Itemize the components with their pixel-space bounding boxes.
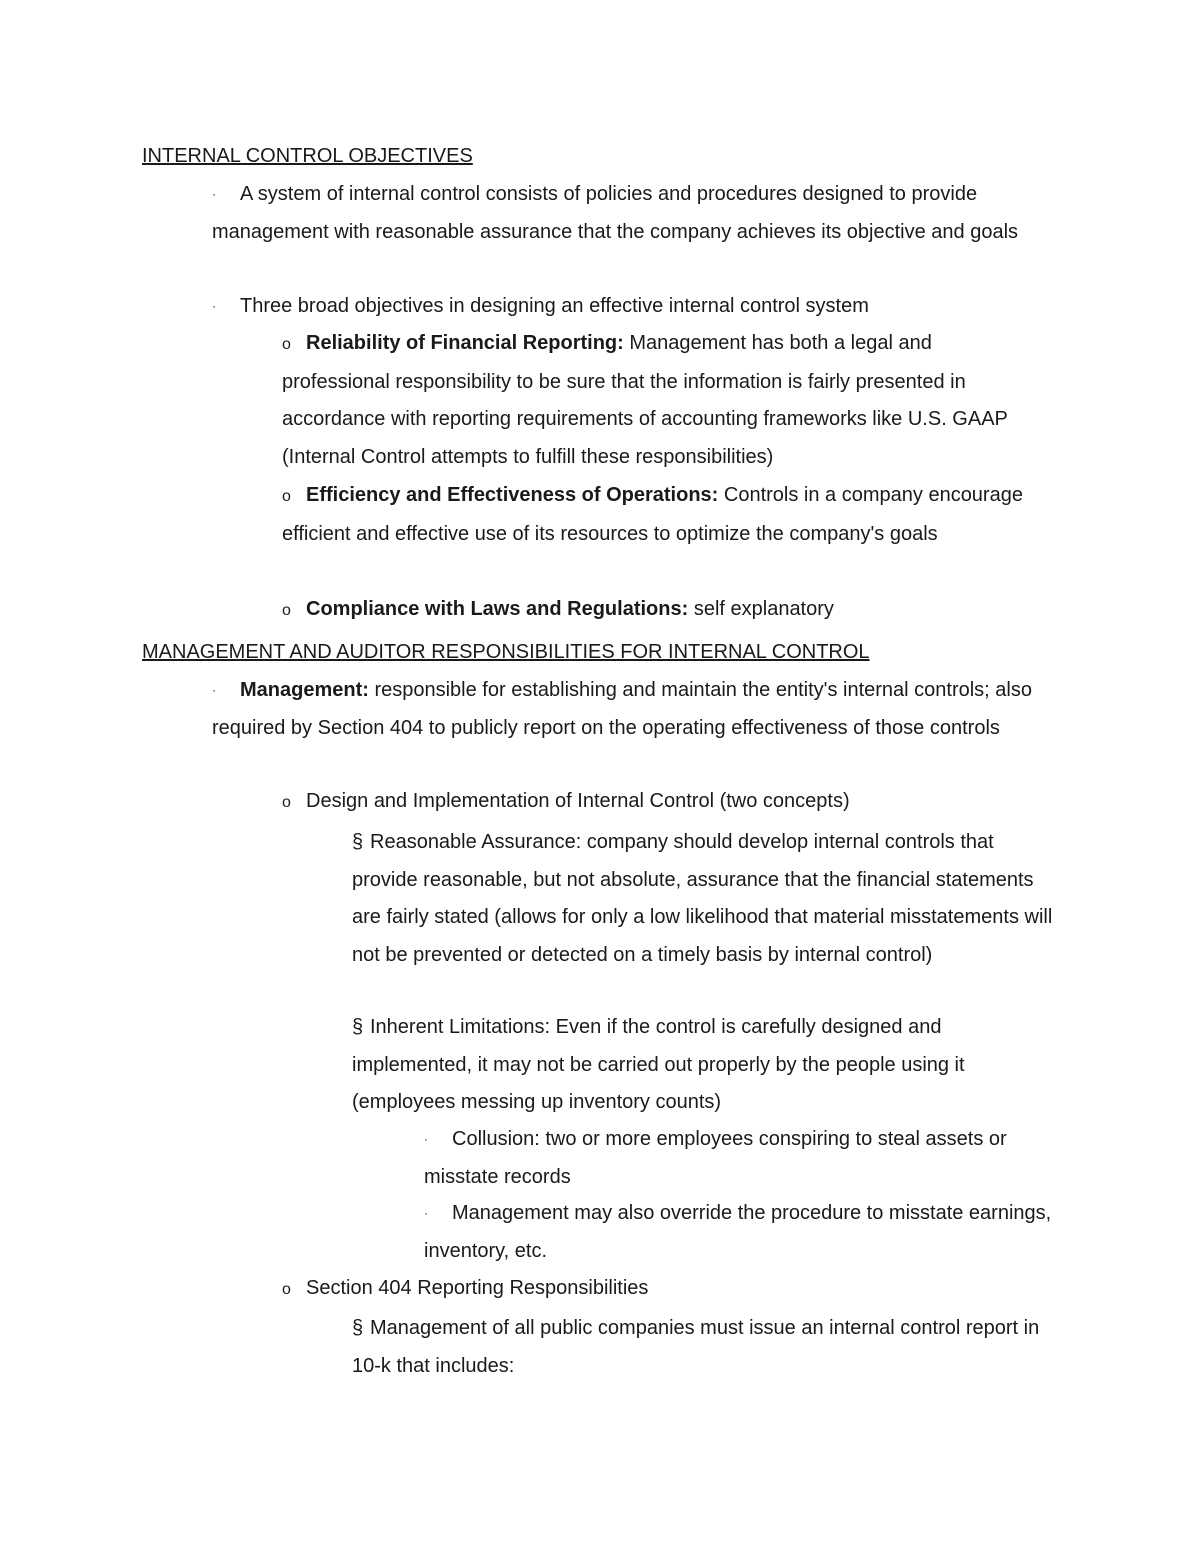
list-item	[282, 591, 1062, 630]
section-heading-management-and-auditor-responsibilities: MANAGEMENT AND AUDITOR RESPONSIBILITIES FOR INTERNAL CONTROL	[142, 641, 870, 663]
item-text: Collusion: two or more employees conspiring to steal assets or misstate records	[424, 1128, 1007, 1188]
item-text: Inherent Limitations: Even if the control is carefully designed and implemented, it may not be carried out properly by the people using it (employees messing up inventory counts)	[352, 1016, 965, 1113]
bullet-dot-icon: ·	[424, 1132, 428, 1146]
bullet-circle-icon: o	[282, 336, 291, 353]
bullet-circle-icon: o	[282, 794, 291, 811]
bullet-dot-icon: ·	[212, 683, 216, 697]
bullet-circle-icon: o	[282, 1281, 291, 1298]
item-term: Reliability of Financial Reporting:	[306, 332, 624, 354]
list-item	[424, 1195, 1059, 1270]
list-item	[212, 288, 1062, 326]
item-text: self explanatory	[688, 598, 834, 620]
list-item	[212, 672, 1062, 747]
item-text: Controls in a company encourage efficient and effective use of its resources to optimize the company's goals	[282, 484, 1023, 545]
item-term: Efficiency and Effectiveness of Operations:	[306, 484, 719, 506]
item-term: Management:	[240, 679, 369, 702]
list-item	[352, 1310, 1042, 1385]
list-item	[282, 325, 1042, 476]
bullet-dot-icon: ·	[212, 299, 216, 313]
bullet-circle-icon: o	[282, 602, 291, 619]
bullet-dot-icon: ·	[424, 1206, 428, 1220]
item-text: Three broad objectives in designing an effective internal control system	[240, 295, 869, 318]
list-item	[282, 477, 1062, 553]
list-item	[352, 1009, 1042, 1122]
item-text: Management of all public companies must issue an internal control report in 10-k that includes:	[352, 1317, 1040, 1377]
item-text: A system of internal control consists of policies and procedures designed to provide management with reasonable assurance that the company achieves its objective and goals	[212, 183, 1019, 243]
list-item	[424, 1121, 1059, 1196]
item-text: Management has both a legal and professional responsibility to be sure that the information is fairly presented in accordance with reporting requirements of accounting frameworks like U.S. GAAP (Internal Control attempts to fulfill these responsibilities)	[282, 332, 1008, 468]
bullet-circle-icon: o	[282, 488, 291, 505]
item-text: Management may also override the procedure to misstate earnings, inventory, etc.	[424, 1202, 1052, 1262]
item-text: Reasonable Assurance: company should develop internal controls that provide reasonable, but not absolute, assurance that the financial statements are fairly stated (allows for only a low likelihood that material misstatements will not be prevented or detected on a timely basis by internal control)	[352, 831, 1053, 966]
section-heading-internal-control-objectives: INTERNAL CONTROL OBJECTIVES	[142, 145, 473, 167]
list-item	[352, 824, 1057, 974]
bullet-dot-icon: ·	[212, 187, 216, 201]
section-sign-icon: §	[352, 1016, 364, 1038]
item-text: Section 404 Reporting Responsibilities	[306, 1277, 649, 1299]
item-text: responsible for establishing and maintain the entity's internal controls; also required by Section 404 to publicly report on the operating effectiveness of those controls	[212, 679, 1032, 739]
list-item	[282, 1270, 1062, 1309]
section-sign-icon: §	[352, 831, 364, 853]
list-item	[282, 783, 1062, 822]
item-text: Design and Implementation of Internal Control (two concepts)	[306, 790, 850, 812]
item-term: Compliance with Laws and Regulations:	[306, 598, 689, 620]
list-item	[212, 176, 1062, 251]
section-sign-icon: §	[352, 1317, 364, 1339]
